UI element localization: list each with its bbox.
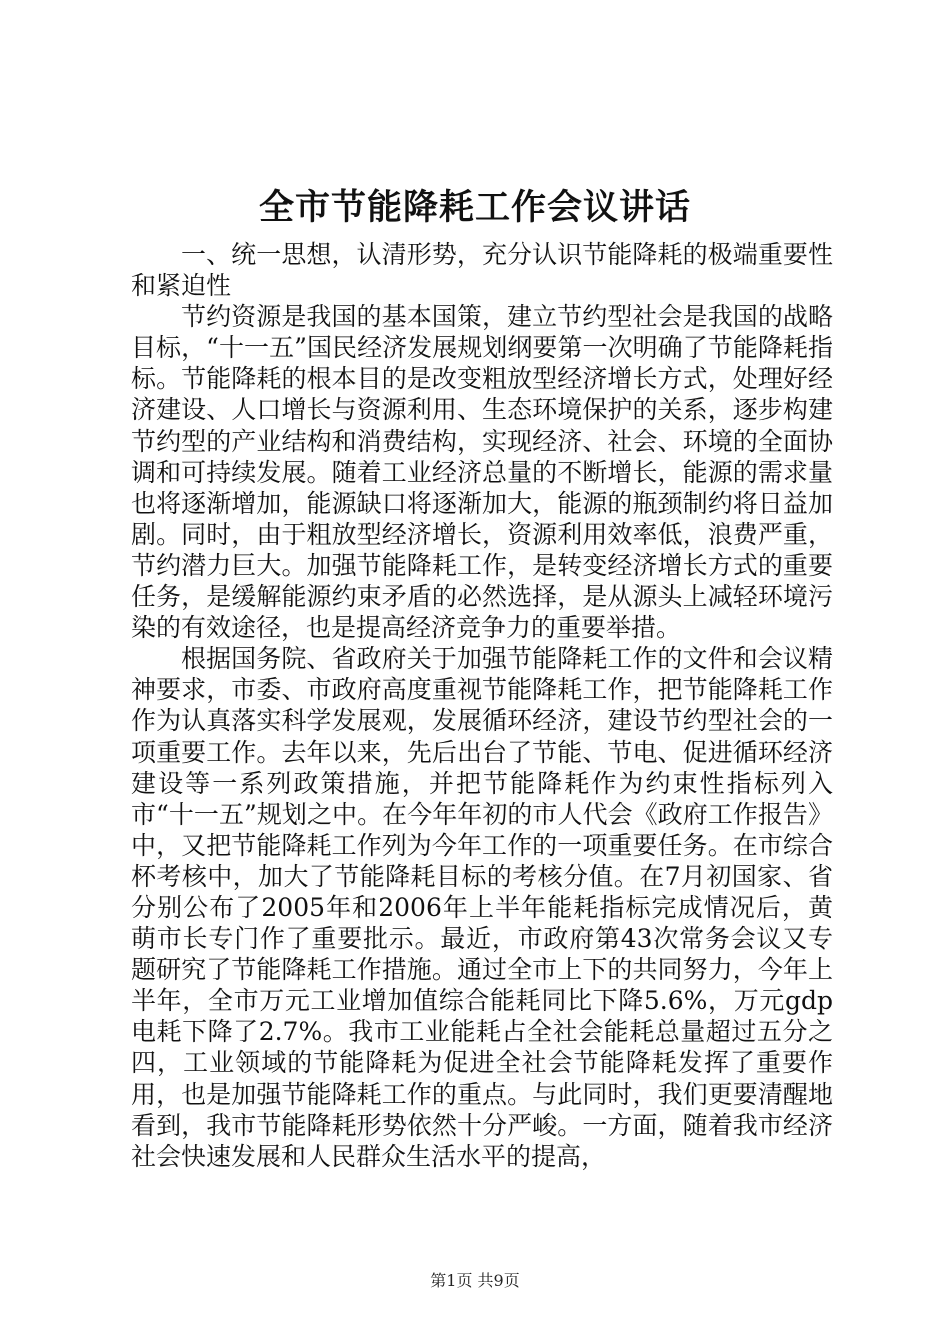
section-heading: 一、统一思想，认清形势，充分认识节能降耗的极端重要性和紧迫性 (131, 240, 833, 301)
body-paragraph: 根据国务院、省政府关于加强节能降耗工作的文件和会议精神要求，市委、市政府高度重视节能降耗工作，把节能降耗工作作为认真落实科学发展观，发展循环经济，建设节约型社会的一项重要工作。去年以来，先后出台了节能、节电、促进循环经济建设等一系列政策措施，并把节能降耗作为约束性指标列入市“十一五”规划之中。在今年年初的市人代会《政府工作报告》中，又把节能降耗工作列为今年工作的一项重要任务。在市综合杯考核中，加大了节能降耗目标的考核分值。在7月初国家、省分别公布了2005年和2006年上半年能耗指标完成情况后，黄萌市长专门作了重要批示。最近，市政府第43次常务会议又专题研究了节能降耗工作措施。通过全市上下的共同努力，今年上半年，全市万元工业增加值综合能耗同比下降5.6%，万元gdp电耗下降了2.7%。我市工业能耗占全社会能耗总量超过五分之四，工业领域的节能降耗为促进全社会节能降耗发挥了重要作用，也是加强节能降耗工作的重点。与此同时，我们更要清醒地看到，我市节能降耗形势依然十分严峻。一方面，随着我市经济社会快速发展和人民群众生活水平的提高， (131, 644, 833, 1171)
document-title: 全市节能降耗工作会议讲话 (258, 187, 691, 228)
document-body (131, 239, 833, 1172)
body-paragraph: 节约资源是我国的基本国策，建立节约型社会是我国的战略目标，“十一五”国民经济发展规划纲要第一次明确了节能降耗指标。节能降耗的根本目的是改变粗放型经济增长方式，处理好经济建设、人口增长与资源利用、生态环境保护的关系，逐步构建节约型的产业结构和消费结构，实现经济、社会、环境的全面协调和可持续发展。随着工业经济总量的不断增长，能源的需求量也将逐渐增加，能源缺口将逐渐加大，能源的瓶颈制约将日益加剧。同时，由于粗放型经济增长，资源利用效率低，浪费严重，节约潜力巨大。加强节能降耗工作，是转变经济增长方式的重要任务，是缓解能源约束矛盾的必然选择，是从源头上减轻环境污染的有效途径，也是提高经济竞争力的重要举措。 (131, 302, 833, 643)
page-number-footer: 第1页 共9页 (430, 1271, 520, 1290)
